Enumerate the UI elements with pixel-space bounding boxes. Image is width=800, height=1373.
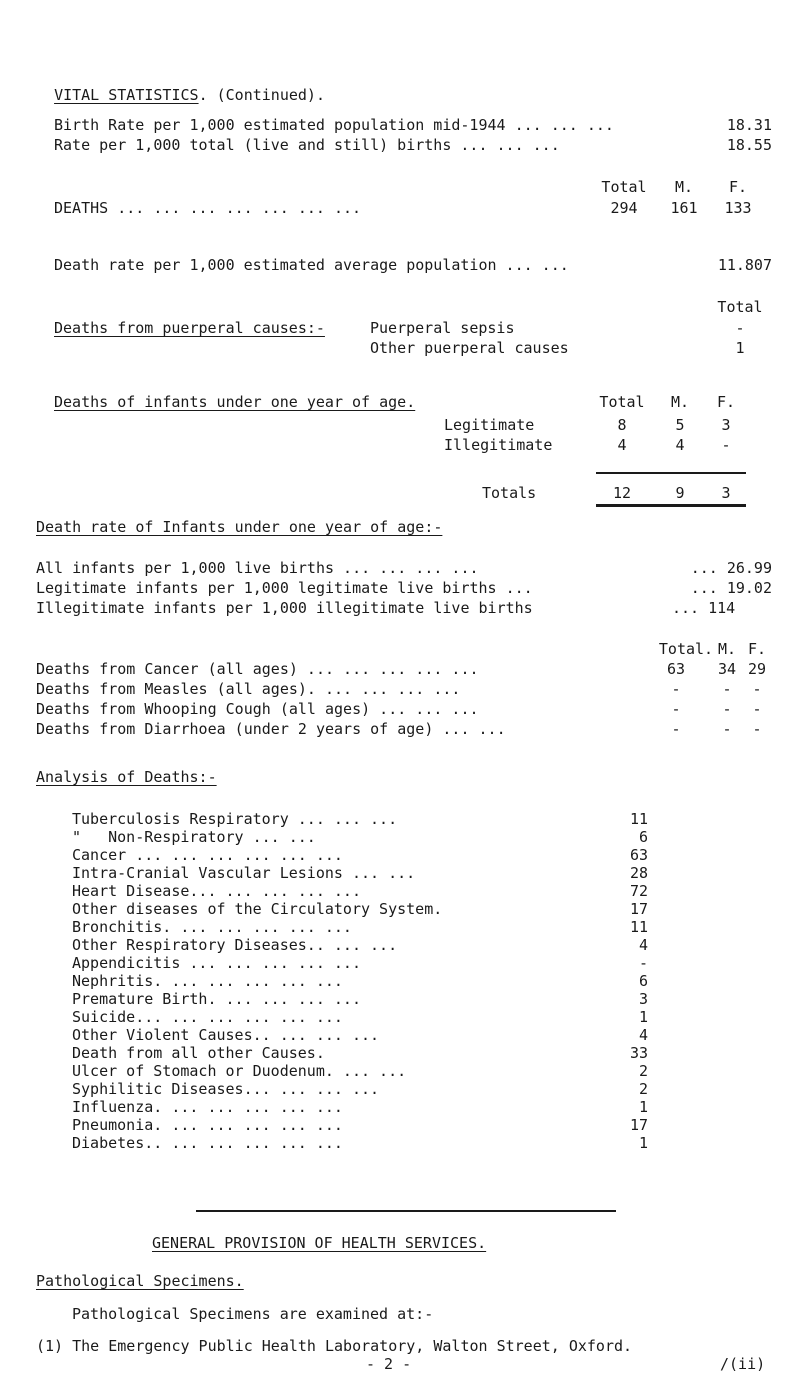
puerperal-row-label: Puerperal sepsis (370, 319, 515, 337)
death-rate-value: 11.807 (717, 256, 772, 274)
analysis-row-value: 11 (629, 918, 648, 936)
analysis-row-value: 4 (638, 936, 648, 954)
services-heading: GENERAL PROVISION OF HEALTH SERVICES. (152, 1234, 487, 1252)
analysis-row-label: Other diseases of the Circulatory System. (72, 900, 443, 918)
analysis-row-value: 2 (638, 1080, 648, 1098)
infants-row-label: Legitimate (444, 416, 535, 434)
puerperal-row-value: - (735, 319, 745, 337)
infant-rate-label: All infants per 1,000 live births ... ... ... ... (36, 559, 479, 577)
analysis-row-label: Premature Birth. ... ... ... ... (72, 990, 361, 1008)
analysis-row-label: Pneumonia. ... ... ... ... ... (72, 1116, 343, 1134)
services-item-1: (1) The Emergency Public Health Laboratory, Walton Street, Oxford. (36, 1337, 633, 1355)
causes-row-total: 63 (666, 660, 686, 678)
analysis-row-value: 6 (638, 972, 648, 990)
causes-row-total: - (671, 720, 681, 738)
causes-row-f: - (752, 700, 762, 718)
analysis-row-value: 28 (629, 864, 648, 882)
infant-rate-value: ... 19.02 (690, 579, 772, 597)
causes-row-label: Deaths from Cancer (all ages) ... ... ... ... ... (36, 660, 479, 678)
analysis-row-value: 2 (638, 1062, 648, 1080)
analysis-row-value: 1 (638, 1098, 648, 1116)
analysis-row-value: 3 (638, 990, 648, 1008)
causes-col-f: F. (747, 640, 767, 658)
infants-heading: Deaths of infants under one year of age. (54, 393, 416, 411)
causes-row-m: - (722, 680, 732, 698)
causes-row-total: - (671, 680, 681, 698)
analysis-row-label: Diabetes.. ... ... ... ... ... (72, 1134, 343, 1152)
death-rate-label: Death rate per 1,000 estimated average population ... ... (54, 256, 569, 274)
causes-row-m: - (722, 720, 732, 738)
totals-rule-top (596, 472, 746, 474)
analysis-row-label: Intra-Cranial Vascular Lesions ... ... (72, 864, 416, 882)
causes-row-f: 29 (747, 660, 767, 678)
infants-col-total: Total (599, 393, 645, 411)
services-subheading: Pathological Specimens. (36, 1272, 244, 1290)
deaths-col-m: M. (674, 178, 694, 196)
infants-row-total: 4 (617, 436, 627, 454)
analysis-row-label: Influenza. ... ... ... ... ... (72, 1098, 343, 1116)
infants-row-m: 5 (675, 416, 685, 434)
infants-totals-total: 12 (612, 484, 632, 502)
analysis-row-value: 1 (638, 1134, 648, 1152)
page-number: - 2 - (366, 1355, 412, 1373)
birth-rate-value: 18.31 (726, 116, 772, 134)
analysis-row-value: 11 (629, 810, 648, 828)
analysis-row-label: Bronchitis. ... ... ... ... ... (72, 918, 352, 936)
totals-rule-bottom (596, 504, 746, 507)
infant-rate-label: Illegitimate infants per 1,000 illegitimate live births (36, 599, 533, 617)
puerperal-heading: Deaths from puerperal causes:- (54, 319, 325, 337)
infants-row-m: 4 (675, 436, 685, 454)
causes-row-m: - (722, 700, 732, 718)
infant-rate-value: ... 26.99 (690, 559, 772, 577)
causes-col-total: Total. (658, 640, 714, 658)
infants-totals-m: 9 (675, 484, 685, 502)
causes-row-label: Deaths from Diarrhoea (under 2 years of age) ... ... (36, 720, 506, 738)
analysis-row-label: Other Violent Causes.. ... ... ... (72, 1026, 380, 1044)
deaths-total: 294 (610, 199, 638, 217)
section-divider (196, 1210, 616, 1212)
analysis-row-value: 72 (629, 882, 648, 900)
analysis-row-label: Death from all other Causes. (72, 1044, 325, 1062)
analysis-row-label: Appendicitis ... ... ... ... ... (72, 954, 361, 972)
analysis-row-value: 33 (629, 1044, 648, 1062)
analysis-row-label: Other Respiratory Diseases.. ... ... (72, 936, 398, 954)
causes-col-m: M. (717, 640, 737, 658)
infants-row-total: 8 (617, 416, 627, 434)
causes-row-m: 34 (717, 660, 737, 678)
heading-title: VITAL STATISTICS (54, 86, 199, 104)
still-birth-rate-label: Rate per 1,000 total (live and still) births ... ... ... (54, 136, 560, 154)
analysis-row-label: Suicide... ... ... ... ... ... (72, 1008, 343, 1026)
analysis-row-value: 63 (629, 846, 648, 864)
analysis-row-label: Tuberculosis Respiratory ... ... ... (72, 810, 398, 828)
analysis-row-label: " Non-Respiratory ... ... (72, 828, 316, 846)
causes-row-total: - (671, 700, 681, 718)
heading-continued: (Continued). (216, 86, 325, 104)
analysis-row-label: Nephritis. ... ... ... ... ... (72, 972, 343, 990)
page-heading: VITAL STATISTICS. (Continued). (54, 86, 325, 104)
puerperal-row-value: 1 (735, 339, 745, 357)
deaths-m: 161 (670, 199, 698, 217)
deaths-col-f: F. (728, 178, 748, 196)
deaths-f: 133 (724, 199, 752, 217)
puerperal-col-total: Total (717, 298, 763, 316)
analysis-row-value: - (638, 954, 648, 972)
analysis-row-value: 4 (638, 1026, 648, 1044)
infants-row-f: - (721, 436, 731, 454)
causes-row-label: Deaths from Whooping Cough (all ages) ... ... ... (36, 700, 479, 718)
infant-rate-value: ... 114 (672, 599, 736, 617)
causes-row-f: - (752, 680, 762, 698)
infant-rate-label: Legitimate infants per 1,000 legitimate live births ... (36, 579, 533, 597)
services-intro: Pathological Specimens are examined at:- (72, 1305, 434, 1323)
analysis-row-value: 17 (629, 1116, 648, 1134)
analysis-row-value: 6 (638, 828, 648, 846)
analysis-row-label: Syphilitic Diseases... ... ... ... (72, 1080, 380, 1098)
continuation-marker: /(ii) (720, 1355, 766, 1373)
analysis-row-label: Heart Disease... ... ... ... ... (72, 882, 361, 900)
deaths-label: DEATHS ... ... ... ... ... ... ... (54, 199, 362, 217)
infants-col-f: F. (716, 393, 736, 411)
deaths-col-total: Total (601, 178, 647, 196)
infant-rates-heading: Death rate of Infants under one year of age:- (36, 518, 443, 536)
analysis-row-value: 17 (629, 900, 648, 918)
infants-totals-label: Totals (482, 484, 537, 502)
infants-totals-f: 3 (721, 484, 731, 502)
infants-col-m: M. (670, 393, 690, 411)
causes-row-f: - (752, 720, 762, 738)
still-birth-rate-value: 18.55 (726, 136, 772, 154)
analysis-row-label: Ulcer of Stomach or Duodenum. ... ... (72, 1062, 407, 1080)
puerperal-row-label: Other puerperal causes (370, 339, 569, 357)
infants-row-label: Illegitimate (444, 436, 553, 454)
analysis-heading: Analysis of Deaths:- (36, 768, 217, 786)
infants-row-f: 3 (721, 416, 731, 434)
causes-row-label: Deaths from Measles (all ages). ... ... ... ... (36, 680, 461, 698)
analysis-row-label: Cancer ... ... ... ... ... ... (72, 846, 343, 864)
birth-rate-label: Birth Rate per 1,000 estimated population mid-1944 ... ... ... (54, 116, 614, 134)
analysis-row-value: 1 (638, 1008, 648, 1026)
